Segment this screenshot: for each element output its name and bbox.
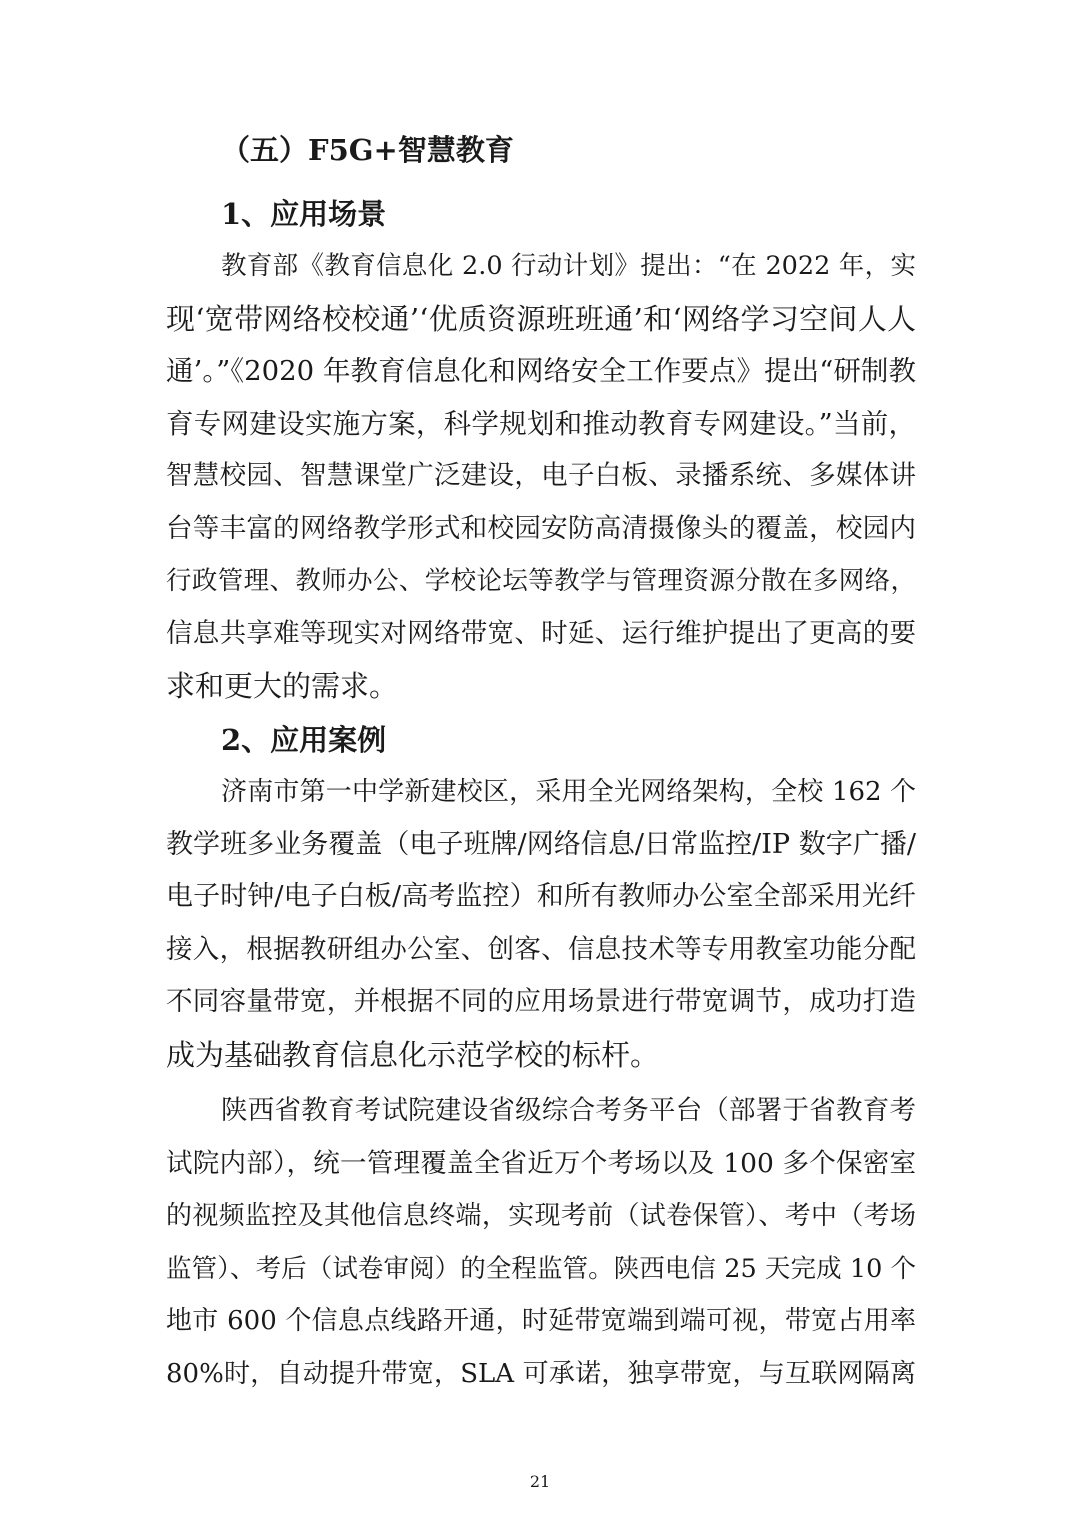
paragraph-line: 试院内部），统一管理覆盖全省近万个考场以及 100 多个保密室 <box>166 1148 916 1179</box>
paragraph-line: 地市 600 个信息点线路开通，时延带宽端到端可视，带宽占用率 <box>166 1306 916 1336</box>
paragraph-line: 接入，根据教研组办公室、创客、信息技术等专用教室功能分配 <box>166 934 916 965</box>
paragraph-line: 成为基础教育信息化示范学校的标杆。 <box>166 1038 660 1072</box>
paragraph-line: 济南市第一中学新建校区，采用全光网络架构，全校 162 个 <box>221 777 916 807</box>
paragraph-line: 信息共享难等现实对网络带宽、时延、运行维护提出了更高的要 <box>166 618 916 649</box>
section-heading: （五）F5G+智慧教育 <box>221 133 514 167</box>
subsection-heading-1: 1、应用场景 <box>221 197 387 231</box>
paragraph-line: 电子时钟/电子白板/高考监控）和所有教师办公室全部采用光纤 <box>166 881 916 912</box>
paragraph-line: 通’。”《2020 年教育信息化和网络安全工作要点》提出“研制教 <box>166 355 916 387</box>
paragraph-line: 80%时，自动提升带宽，SLA 可承诺，独享带宽，与互联网隔离 <box>166 1359 916 1389</box>
paragraph-line: 不同容量带宽，并根据不同的应用场景进行带宽调节，成功打造 <box>166 986 916 1017</box>
paragraph-line: 的视频监控及其他信息终端，实现考前（试卷保管）、考中（考场 <box>166 1201 916 1231</box>
paragraph-line: 陕西省教育考试院建设省级综合考务平台（部署于省教育考 <box>221 1095 916 1126</box>
paragraph-line: 教学班多业务覆盖（电子班牌/网络信息/日常监控/IP 数字广播/ <box>166 829 916 860</box>
paragraph-line: 行政管理、教师办公、学校论坛等教学与管理资源分散在多网络， <box>166 566 916 596</box>
paragraph-line: 求和更大的需求。 <box>166 669 399 703</box>
paragraph-line: 智慧校园、智慧课堂广泛建设，电子白板、录播系统、多媒体讲 <box>166 460 916 491</box>
subsection-heading-2: 2、应用案例 <box>221 723 387 757</box>
page-number: 21 <box>529 1472 551 1491</box>
paragraph-line: 教育部《教育信息化 2.0 行动计划》提出：“在 2022 年，实 <box>221 251 916 281</box>
paragraph-line: 育专网建设实施方案，科学规划和推动教育专网建设。”当前， <box>166 408 916 440</box>
paragraph-line: 现‘宽带网络校校通’‘优质资源班班通’和‘网络学习空间人人 <box>166 302 916 336</box>
paragraph-line: 台等丰富的网络教学形式和校园安防高清摄像头的覆盖，校园内 <box>166 513 916 544</box>
paragraph-line: 监管）、考后（试卷审阅）的全程监管。陕西电信 25 天完成 10 个 <box>166 1254 916 1284</box>
